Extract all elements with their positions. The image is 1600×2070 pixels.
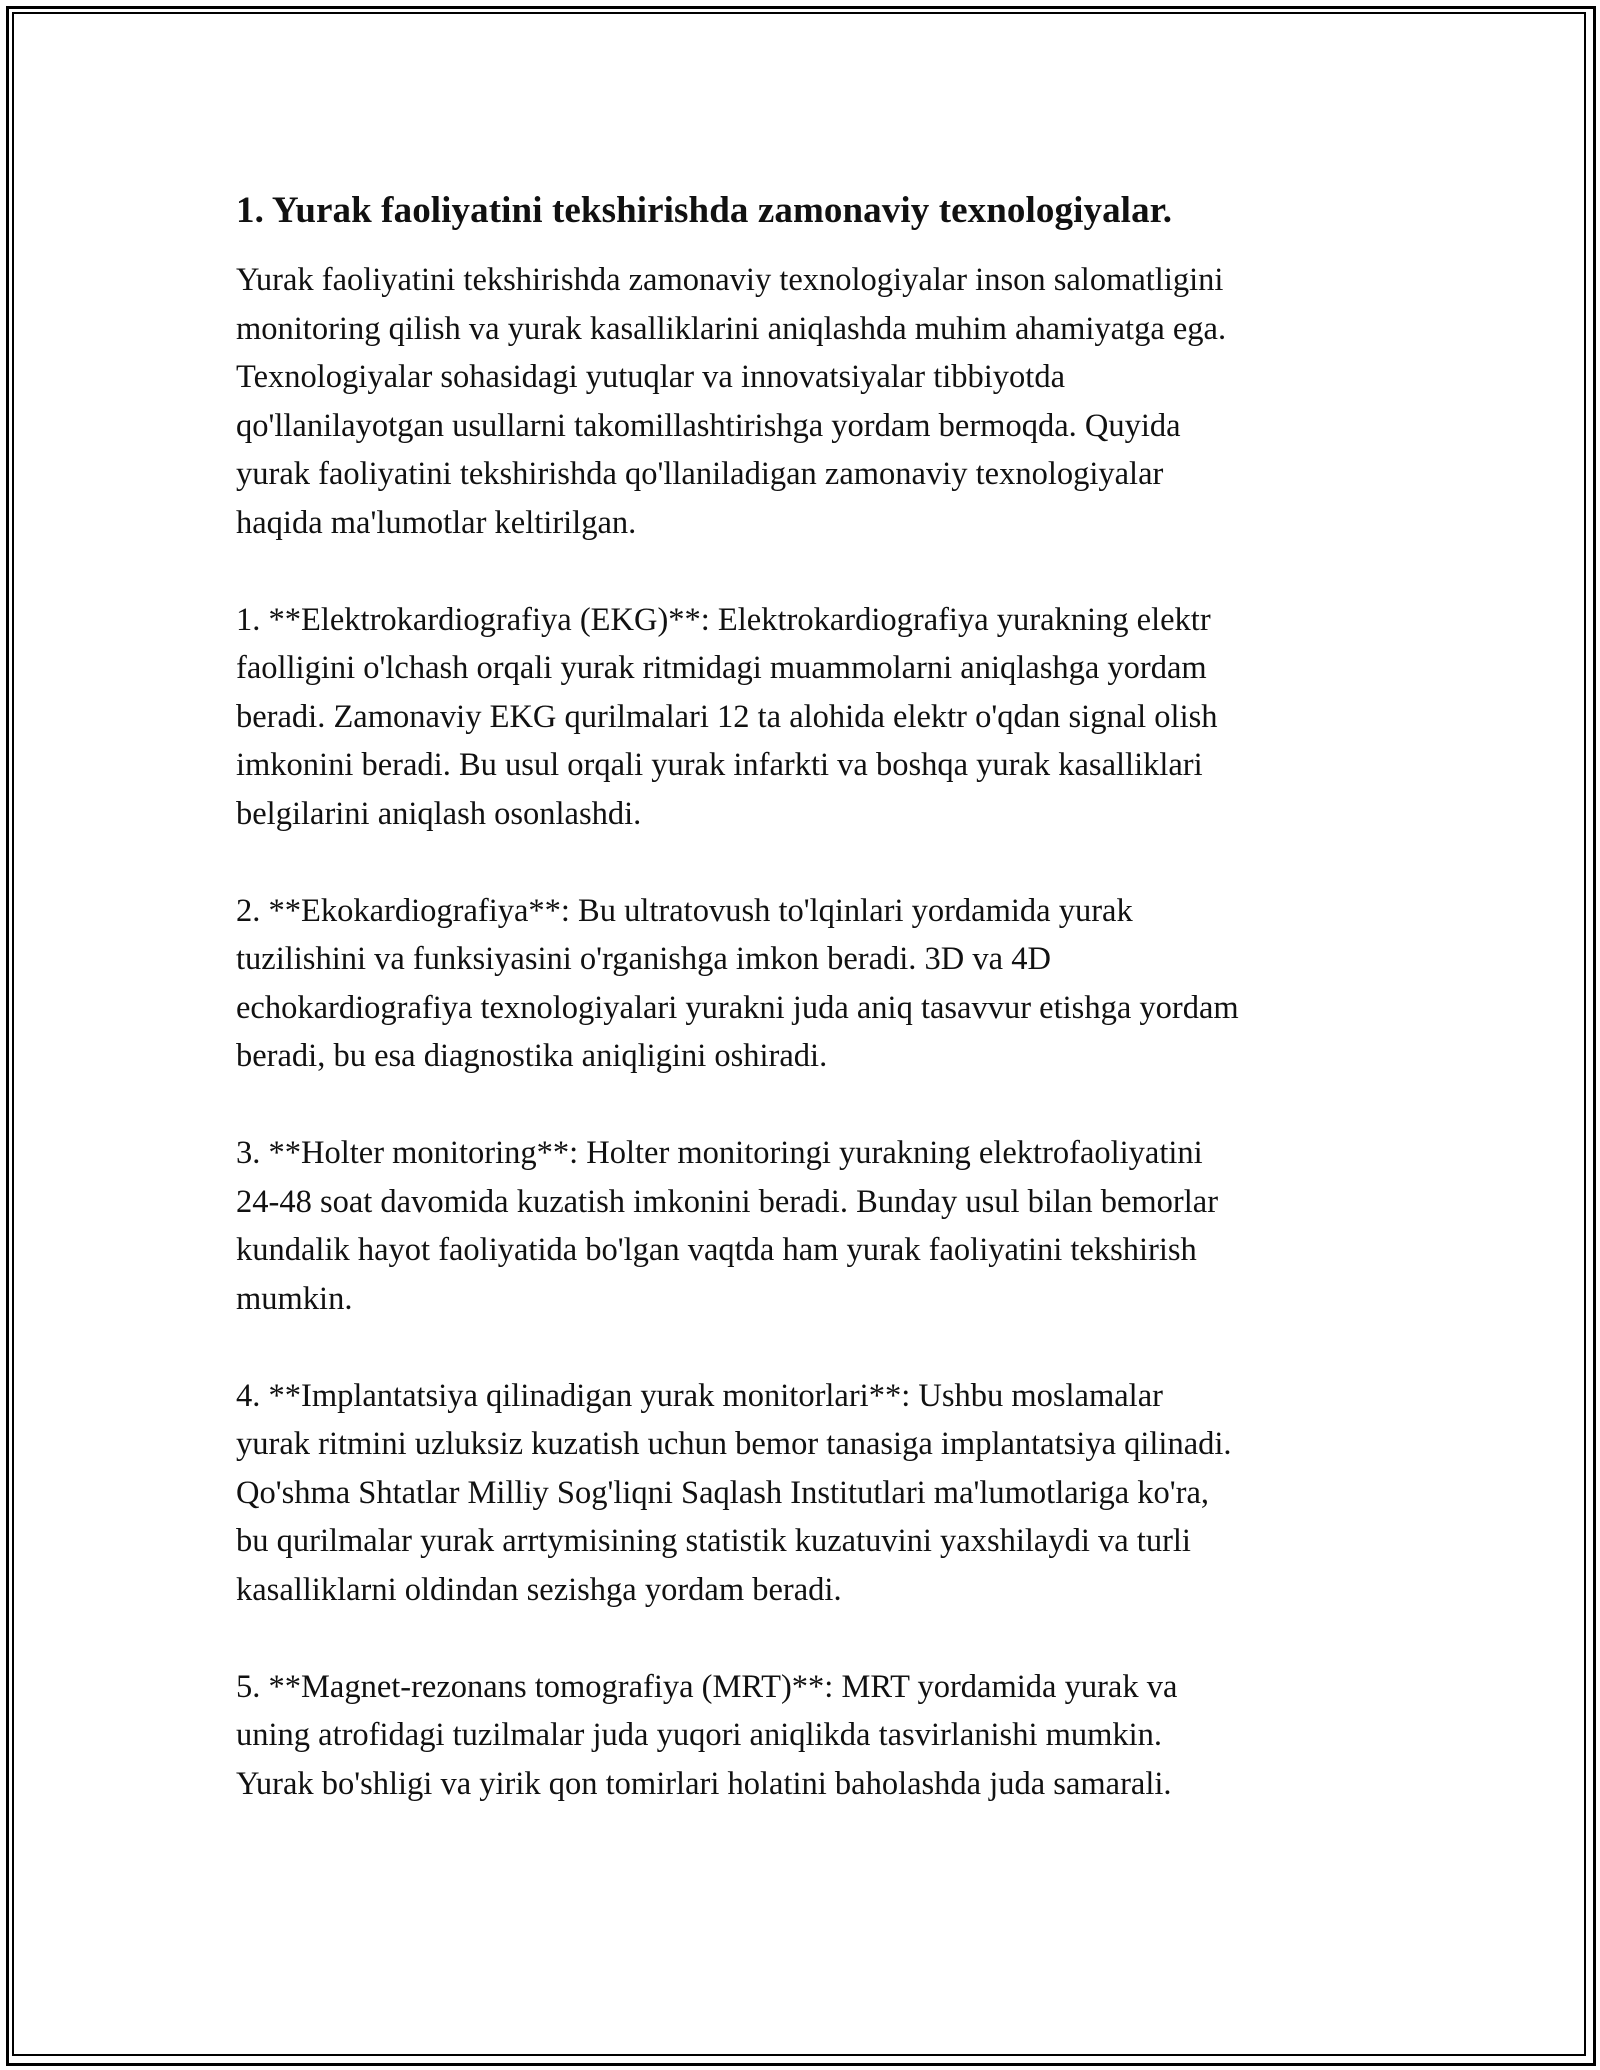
list-item-mri: 5. **Magnet-rezonans tomografiya (MRT)**: MRT yordamida yurak va uning atrofidagi tuzilmalar juda yuqori aniqlikda tasvirlanishi mumkin. Yurak bo'shligi va yirik qon tomirlari holatini baholashda juda samarali. bbox=[236, 1668, 1178, 1802]
list-item-implantable-monitors: 4. **Implantatsiya qilinadigan yurak monitorlari**: Ushbu moslamalar yurak ritmini uzluksiz kuzatish uchun bemor tanasiga implantatsiya qilinadi. Qo'shma Shtatlar Milliy Sog'liqni Saqlash Institutlari ma'lumotlariga ko'ra, bu qurilmalar yurak arrtymisining statistik kuzatuvini yaxshilaydi va turli kasalliklarni oldindan sezishga yordam beradi. bbox=[236, 1377, 1232, 1608]
list-item-ekg: 1. **Elektrokardiografiya (EKG)**: Elektrokardiografiya yurakning elektr faolligini o'lchash orqali yurak ritmidagi muammolarni aniqlashga yordam beradi. Zamonaviy EKG qurilmalari 12 ta alohida elektr o'qdan signal olish imkonini beradi. Bu usul orqali yurak infarkti va boshqa yurak kasalliklari belgilarini aniqlash osonlashdi. bbox=[236, 601, 1218, 832]
document-body bbox=[236, 186, 1386, 1808]
list-item-holter-monitoring: 3. **Holter monitoring**: Holter monitoringi yurakning elektrofaoliyatini 24-48 soat davomida kuzatish imkonini beradi. Bunday usul bilan bemorlar kundalik hayot faoliyatida bo'lgan vaqtda ham yurak faoliyatini tekshirish mumkin. bbox=[236, 1135, 1219, 1317]
document-title: 1. Yurak faoliyatini tekshirishda zamonaviy texnologiyalar. bbox=[236, 190, 1173, 231]
intro-paragraph: Yurak faoliyatini tekshirishda zamonaviy texnologiyalar inson salomatligini monitoring qilish va yurak kasalliklarini aniqlashda muhim ahamiyatga ega. Texnologiyalar sohasidagi yutuqlar va innovatsiyalar tibbiyotda qo'llanilayotgan usullarni takomillashtirishga yordam bermoqda. Quyida yurak faoliyatini tekshirishda qo'llaniladigan zamonaviy texnologiyalar haqida ma'lumotlar keltirilgan. bbox=[236, 262, 1227, 541]
list-item-echocardiography: 2. **Ekokardiografiya**: Bu ultratovush to'lqinlari yordamida yurak tuzilishini va funksiyasini o'rganishga imkon beradi. 3D va 4D echokardiografiya texnologiyalari yurakni juda aniq tasavvur etishga yordam beradi, bu esa diagnostika aniqligini oshiradi. bbox=[236, 892, 1239, 1074]
